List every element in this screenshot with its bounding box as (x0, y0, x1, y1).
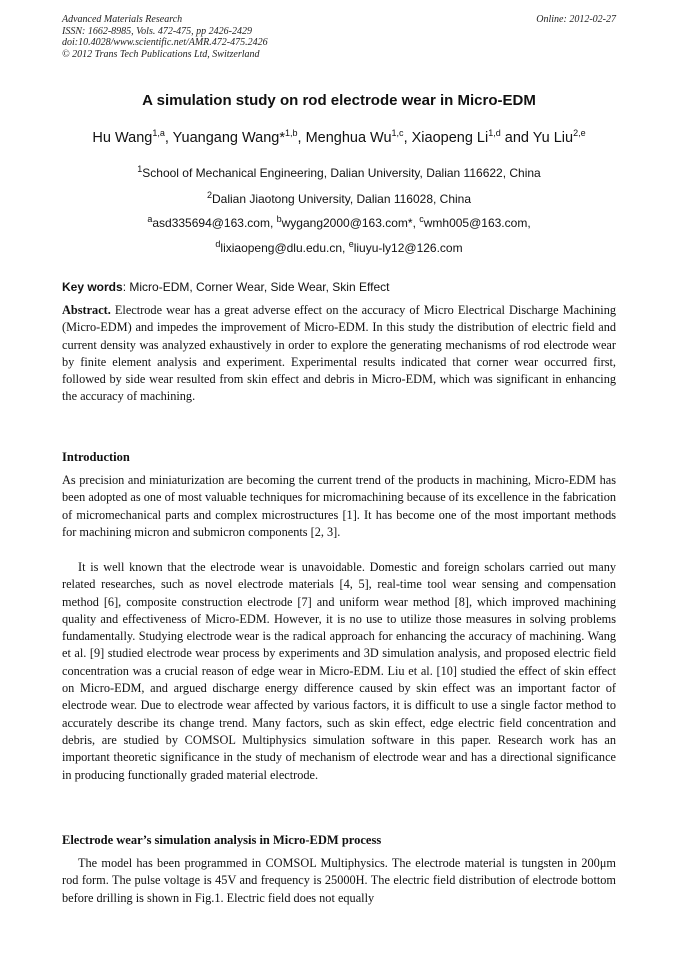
copyright-line: © 2012 Trans Tech Publications Ltd, Switzerland (62, 48, 260, 60)
simulation-paragraph-1: The model has been programmed in COMSOL Multiphysics. The electrode material is tungsten in 200μm rod form. The pulse voltage is 45V and frequency is 25000H. The electric field distribution of electrode bottom before drilling is shown in Fig.1. Electric field does not equally (62, 856, 616, 905)
author-sup: 2,e (573, 128, 586, 139)
author-name: Yuangang Wang* (172, 130, 285, 146)
abstract-paragraph (62, 302, 616, 406)
author-name: Yu Liu (532, 130, 574, 146)
intro-paragraph-1: As precision and miniaturization are becoming the current trend of the products in machining, Micro-EDM has been adopted as one of most valuable techniques for micromachining because of its excellence in the fabrication of micromechanical parts and complex microstructures [1]. It has become one of the most important methods for machining micron and submicron components [2, 3]. (62, 473, 616, 539)
author-sup: 1,b (284, 128, 298, 139)
abstract-text: Electrode wear has a great adverse effect on the accuracy of Micro Electrical Discharge Machining (Micro-EDM) and impedes the improvement of Micro-EDM. In this study the distribution of electric field and current density was analyzed exhaustively in order to explore the generating mechanisms of rod electrode wear by finite element analysis and experiment. Experimental results indicated that corner wear occurred first, followed by side wear resulted from skin effect and debris in Micro-EDM, which was significant in enhancing the accuracy of machining. (62, 303, 616, 404)
email-link[interactable]: liuyu-ly12@126.com (353, 241, 463, 255)
email-link[interactable]: lixiaopeng@dlu.edu.cn, (220, 241, 349, 255)
email-link[interactable]: asd335694@163.com, (152, 216, 277, 230)
author-name: Menghua Wu (305, 130, 392, 146)
online-date: Online: 2012-02-27 (536, 14, 616, 25)
author-sup: 1,a (152, 128, 165, 139)
affiliation-1: $^1$School of Mechanical Engineering, Dalian University, Dalian 116622, China (137, 164, 541, 180)
keywords-line: Key words: Micro-EDM, Corner Wear, Side Wear, Skin Effect (62, 280, 390, 294)
email-link[interactable]: wygang2000@163.com*, (281, 216, 420, 230)
keywords-label: Key words (62, 280, 123, 294)
journal-name: Advanced Materials Research (62, 14, 183, 25)
email-line-2: $^d$lixiaopeng@dlu.edu.cn, $^e$liuyu-ly12@126.com (215, 239, 463, 255)
keywords-text: Micro-EDM, Corner Wear, Side Wear, Skin Effect (129, 280, 390, 294)
affiliation-2: $^2$Dalian Jiaotong University, Dalian 116028, China (206, 190, 472, 206)
author-list: Hu Wang$^{1,a}$, Yuangang Wang*$^{1,b}$, Menghua Wu$^{1,c}$, Xiaopeng Li$^{1,d}$ and Yu Liu$^{2,e}$ (92, 128, 586, 146)
introduction-heading: Introduction (62, 450, 130, 464)
doi-line: doi:10.4028/www.scientific.net/AMR.472-475.2426 (62, 37, 268, 48)
paper-title: A simulation study on rod electrode wear in Micro-EDM (142, 92, 536, 109)
author-name: Hu Wang (92, 130, 153, 146)
journal-header (62, 14, 616, 60)
simulation-heading: Electrode wear’s simulation analysis in Micro-EDM process (62, 833, 382, 847)
intro-paragraph-2: It is well known that the electrode wear is unavoidable. Domestic and foreign scholars carried out many related researches, such as novel electrode materials [4, 5], real-time tool wear sensing and compensation method [6], composite construction electrode [7] and uniform wear method [8], which improved machining quality and effectiveness of Micro-EDM. However, it is no use to utilize those measures in solving problems fundamentally. Studying electrode wear is the radical approach for enhancing the accuracy of machining. Wang et al. [9] studied electrode wear process by experiments and 3D simulation analysis, and proposed electric field concentration was a crucial reason of edge wear in Micro-EDM. Liu et al. [10] studied the effect of skin effect on Micro-EDM, and argued discharge energy difference caused by skin effect was an important factor of electrode wear. Due to electrode wear affected by various factors, it is difficult to use a single factor method to accurately describe its change trend. Many factors, such as skin effect, edge electric field concentration and debris, are studied by COMSOL Multiphysics simulation software in this paper. Research work has an important theoretic significance in the study of mechanism of electrode wear and has a directional significance in producing functionally graded material electrode. (62, 560, 616, 782)
author-sup: 1,d (488, 128, 501, 139)
abstract-label: Abstract. (62, 303, 111, 317)
email-line-1: $^a$asd335694@163.com, $^b$wygang2000@163.com*, $^c$wmh005@163.com, (147, 214, 531, 230)
email-link[interactable]: wmh005@163.com, (423, 216, 531, 230)
author-sup: 1,c (391, 128, 404, 139)
author-name: Xiaopeng Li (411, 130, 489, 146)
issn-line: ISSN: 1662-8985, Vols. 472-475, pp 2426-2429 (62, 25, 252, 37)
